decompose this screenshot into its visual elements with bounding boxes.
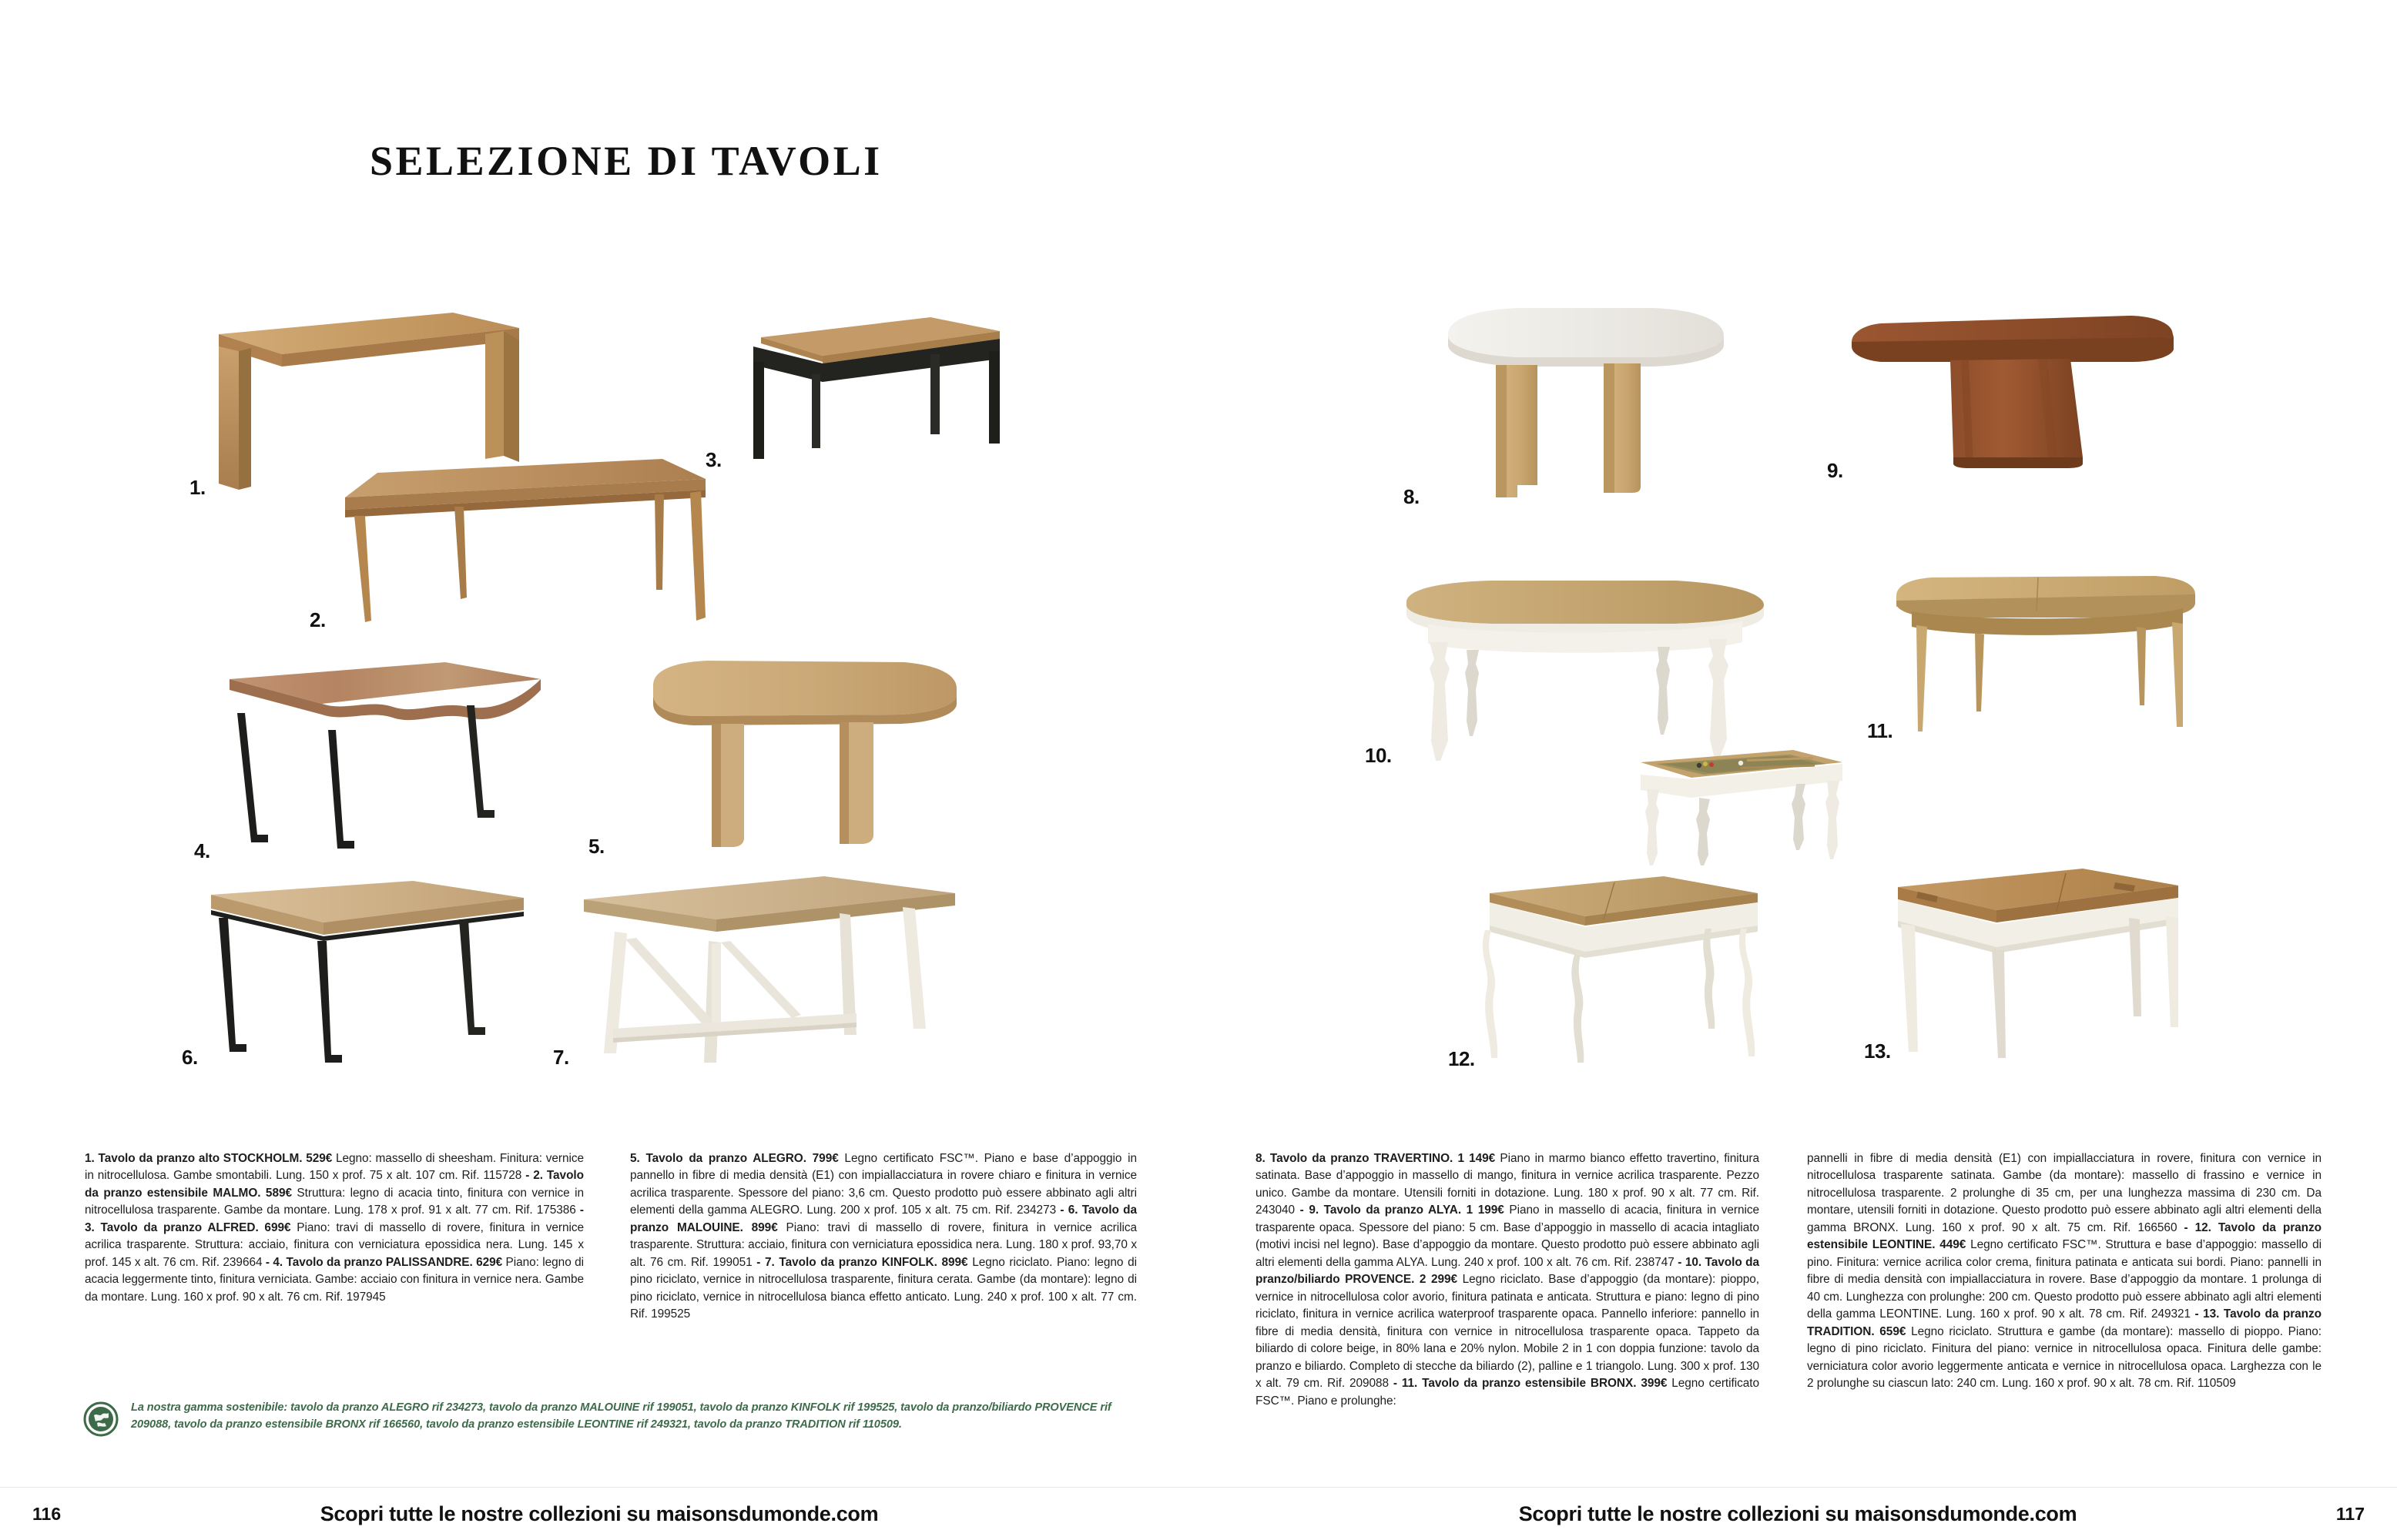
table-illustration-palissandre bbox=[214, 656, 553, 864]
product-gallery-left bbox=[0, 0, 1198, 1101]
product-image-8[interactable] bbox=[1403, 302, 1745, 510]
table-illustration-leontine bbox=[1468, 869, 1776, 1069]
product-number-7: 7. bbox=[553, 1046, 569, 1069]
product-number-8: 8. bbox=[1403, 485, 1420, 508]
sustainability-note bbox=[83, 1400, 1137, 1437]
product-number-13: 13. bbox=[1864, 1040, 1891, 1063]
product-copy-column-4: pannelli in fibre di media densità (E1) con impiallacciatura in rovere, finitura con vernice in nitrocellulosa trasparente satinata. Gambe (da montare): massello di frassino e vernice in nitrocellulosa trasparente. 2 prolunghe di 35 cm, per una lunghezza massima di 230 cm. Da montare, utensili forniti in dotazione. Questo prodotto può essere abbinato agli altri elementi della gamma BRONX. Lung. 160 x prof. 90 x alt. 75 cm. Rif. 166560 - 12. Tavolo da pranzo estensibile LEONTINE. 449€ Legno certificato FSC™. Struttura e base d’appoggio: massello di pino. Finitura: vernice acrilica color crema, finitura patinata e anticata sui bordi. Piano: pannelli in fibre di media densità con impiallacciatura in rovere. Base d’appoggio da montare. 1 prolunga di 40 cm. Lunghezza con prolunghe: 200 cm. Questo prodotto può essere abbinato agli altri elementi della gamma LEONTINE. Lung. 160 x prof. 90 x alt. 78 cm. Rif. 249321 - 13. Tavolo da pranzo TRADITION. 659€ Legno riciclato. Struttura e gambe (da montare): massello di pioppo. Piano: legno di pino riciclato. Finitura del piano: vernice in nitrocellulosa opaca. Finitura delle gambe: verniciatura color avorio leggermente anticata e vernice in nitrocellulosa opaca. Larghezza con le 2 prolunghe su ciascun lato: 240 cm. Lung. 160 x prof. 90 x alt. 78 cm. Rif. 110509 bbox=[1807, 1152, 2322, 1391]
page-title: SELEZIONE DI TAVOLI bbox=[370, 138, 883, 184]
product-image-9[interactable] bbox=[1827, 306, 2184, 484]
table-illustration-malouine bbox=[200, 876, 539, 1069]
product-number-5: 5. bbox=[588, 835, 605, 858]
product-number-1: 1. bbox=[189, 476, 206, 499]
table-illustration-alya bbox=[1846, 306, 2184, 484]
product-number-6: 6. bbox=[182, 1046, 198, 1069]
product-image-13[interactable] bbox=[1864, 864, 2192, 1064]
product-number-4: 4. bbox=[194, 839, 210, 862]
table-illustration-tradition bbox=[1884, 864, 2192, 1064]
product-number-9: 9. bbox=[1827, 459, 1843, 482]
footer-cta-right[interactable]: Scopri tutte le nostre collezioni su maisonsdumonde.com bbox=[1518, 1502, 2077, 1525]
product-copy-column-1: 1. Tavolo da pranzo alto STOCKHOLM. 529€ Legno: massello di sheesham. Finitura: vernice in nitrocellulosa. Gambe smontabili. Lung. 150 x prof. 75 x alt. 107 cm. Rif. 115728 - 2. Tavolo da pranzo estensibile MALMO. 589€ Struttura: legno di acacia tinto, finitura con vernice in nitrocellulosa trasparente. Gambe da montare. Lung. 178 x prof. 91 x alt. 77 cm. Rif. 175386 - 3. Tavolo da pranzo ALFRED. 699€ Piano: travi di massello di rovere, finitura in vernice acrilica trasparente. Struttura: acciaio, finitura con verniciatura epossidica nera. Lung. 145 x prof. 145 x alt. 76 cm. Rif. 239664 - 4. Tavolo da pranzo PALISSANDRE. 629€ Piano: legno di acacia leggermente tinto, finitura verniciata. Gambe: acciaio con finitura in vernice nera. Gambe da montare. Lung. 160 x prof. 90 x alt. 76 cm. Rif. 197945 bbox=[85, 1152, 584, 1304]
table-illustration-bronx bbox=[1884, 568, 2208, 745]
page-left bbox=[0, 0, 1198, 1540]
product-number-12: 12. bbox=[1448, 1047, 1475, 1070]
table-illustration-alfred bbox=[732, 308, 1017, 485]
product-number-2: 2. bbox=[310, 608, 326, 631]
footer-divider-right bbox=[1198, 1487, 2397, 1488]
product-image-3[interactable] bbox=[706, 308, 1017, 485]
product-image-5[interactable] bbox=[588, 656, 971, 864]
product-number-11: 11. bbox=[1867, 719, 1893, 742]
product-image-4[interactable] bbox=[194, 656, 553, 864]
table-illustration-kinfolk bbox=[570, 870, 971, 1070]
footer-cta-left[interactable]: Scopri tutte le nostre collezioni su maisonsdumonde.com bbox=[320, 1502, 879, 1525]
product-image-11[interactable] bbox=[1867, 568, 2208, 745]
sustainability-note-text: La nostra gamma sostenibile: tavolo da pranzo ALEGRO rif 234273, tavolo da pranzo MALOUINE rif 199051, tavolo da pranzo KINFOLK rif 199525, tavolo da pranzo/biliardo PROVENCE rif 209088, tavolo da pranzo estensibile BRONX rif 166560, tavolo da pranzo estensibile LEONTINE rif 249321, tavolo da pranzo TRADITION rif 110509. bbox=[131, 1401, 1111, 1431]
table-illustration-provence-billiard bbox=[1625, 736, 1849, 867]
page-number-left: 116 bbox=[32, 1504, 62, 1524]
page-number-right: 117 bbox=[2335, 1504, 2365, 1524]
table-illustration-malmo bbox=[331, 447, 716, 631]
product-image-6[interactable] bbox=[182, 876, 539, 1069]
footer-divider-left bbox=[0, 1487, 1198, 1488]
table-illustration-travertino bbox=[1422, 302, 1745, 510]
product-image-10-billiard[interactable] bbox=[1625, 736, 1849, 867]
product-image-7[interactable] bbox=[553, 870, 971, 1070]
table-illustration-alegro bbox=[608, 656, 971, 864]
product-number-10: 10. bbox=[1365, 744, 1392, 767]
product-number-3: 3. bbox=[706, 448, 722, 471]
product-gallery-right bbox=[1198, 0, 2397, 1101]
product-copy-column-2: 5. Tavolo da pranzo ALEGRO. 799€ Legno certificato FSC™. Piano e base d’appoggio in pannello in fibre di media densità (E1) con impiallacciatura in rovere chiaro e finitura in vernice acrilica trasparente. Spessore del piano: 3,6 cm. Questo prodotto può essere abbinato agli altri elementi della gamma ALEGRO. Lung. 200 x prof. 105 x alt. 75 cm. Rif. 234273 - 6. Tavolo da pranzo MALOUINE. 899€ Piano: travi di massello di rovere, finitura in vernice acrilica trasparente. Struttura: acciaio, finitura con verniciatura epossidica nera. Lung. 180 x prof. 93,70 x alt. 76 cm. Rif. 199051 - 7. Tavolo da pranzo KINFOLK. 899€ Legno riciclato. Piano: legno di pino riciclato, vernice in nitrocellulosa trasparente, finitura cerata. Gambe (da montare): legno di pino riciclato, vernice in nitrocellulosa bianca effetto anticato. Lung. 240 x prof. 100 x alt. 77 cm. Rif. 199525 bbox=[630, 1152, 1137, 1321]
page-right bbox=[1198, 0, 2397, 1540]
product-copy-column-3: 8. Tavolo da pranzo TRAVERTINO. 1 149€ Piano in marmo bianco effetto travertino, finitura satinata. Base d’appoggio in massello di mango, finitura in vernice acrilica trasparente. Pezzo unico. Gambe da montare. Utensili forniti in dotazione. Lung. 180 x prof. 90 x alt. 77 cm. Rif. 243040 - 9. Tavolo da pranzo ALYA. 1 199€ Piano in massello di acacia, finitura in vernice trasparente opaca. Spessore del piano: 5 cm. Base d’appoggio in massello di acacia intagliato (motivi incisi nel legno). Base d’appoggio da montare. Questo prodotto può essere abbinato agli altri elementi della gamma ALYA. Lung. 240 x prof. 100 x alt. 76 cm. Rif. 238747 - 10. Tavolo da pranzo/biliardo PROVENCE. 2 299€ Legno riciclato. Base d’appoggio (da montare): pioppo, vernice in nitrocellulosa color avorio, finitura patinata e anticata. Struttura e piano: legno di pino riciclato, finitura in vernice acrilica waterproof trasparente opaca. Pannello inferiore: pannello in fibre di media densità, finitura con vernice in nitrocellulosa trasparente opaca. Tappeto da biliardo di colore beige, in 80% lana e 20% nylon. Mobile 2 in 1 con doppia funzione: tavolo da pranzo e biliardo. Completo di stecche da biliardo (2), palline e 1 triangolo. Lung. 300 x prof. 130 x alt. 79 cm. Rif. 209088 - 11. Tavolo da pranzo estensibile BRONX. 399€ Legno certificato FSC™. Piano e prolunghe: bbox=[1255, 1152, 1759, 1408]
product-image-12[interactable] bbox=[1448, 869, 1776, 1070]
globe-eco-icon bbox=[83, 1401, 119, 1437]
product-image-2[interactable] bbox=[310, 447, 716, 631]
